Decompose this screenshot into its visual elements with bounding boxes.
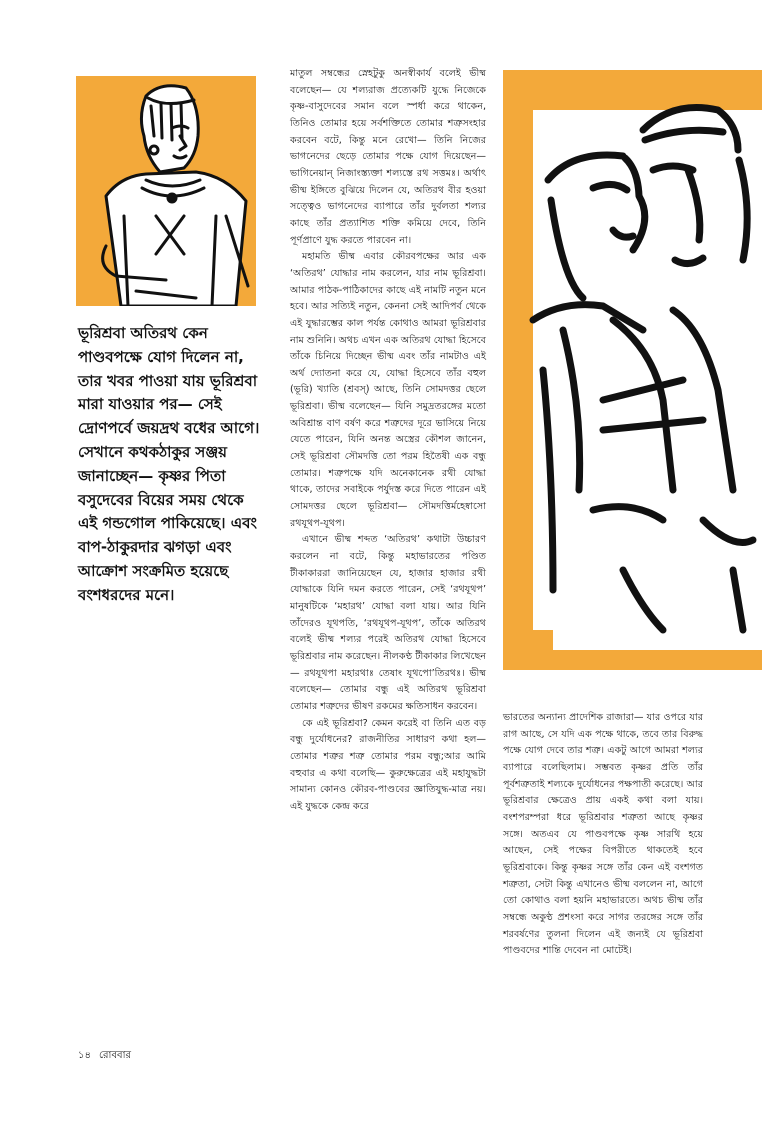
illustration-two-warriors — [503, 70, 762, 670]
warrior-drawing — [76, 76, 256, 306]
paragraph: মাতুল সম্বন্ধের স্নেহটুকু অনস্বীকার্য বলেই ভীষ্ম বলেছেন— যে শল্যরাজ প্রত্যেকটি যুদ্ধে নিজেকে কৃষ্ণ-বাসুদেবের সমান বলে স্পর্ধা করে থাকেন, তিনিও তোমার হয়ে সর্বশক্তিতে তোমার শত্রুসংহার করবেন বটে, কিন্তু মনে রেখো— তিনি নিজের ভাগনেদের ছেড়ে তোমার পক্ষে যোগ দিয়েছেন— ভাগিনেয়ান্ নিজাংস্ত্যক্তা শল্যস্তে রথ সত্তমঃ। অর্থাৎ ভীষ্ম ইঙ্গিতে বুঝিয়ে দিলেন যে, অতিরথ বীর হওয়া সত্ত্বেও ভাগনেদের ব্যাপারে তাঁর দুর্বলতা শল্যর কাছে তাঁর প্রত্যাশিত শক্তি কমিয়ে দেবে, তিনি পূর্ণপ্রাণে যুদ্ধ করতে পারবেন না। — [290, 68, 486, 246]
paragraph: কে এই ভূরিশ্রবা? কেমন করেই বা তিনি এত বড় বন্ধু দুর্যোধনের? রাজনীতির সাধারণ কথা হল— তোমার শত্রুর শত্রু তোমার পরম বন্ধু;আর আমি বহুবার এ কথা বলেছি— কুরুক্ষেত্রের এই মহাযুদ্ধটা সামান্য কোনও কৌরব-পাণ্ডবের জ্ঞাতিযুদ্ধ-মাত্র নয়। এই যুদ্ধকে কেন্দ্র করে — [290, 717, 486, 812]
article-column-right — [503, 710, 703, 960]
warriors-drawing — [503, 70, 762, 670]
pull-quote: ভূরিশ্রবা অতিরথ কেন পাণ্ডবপক্ষে যোগ দিলেন না, তার খবর পাওয়া যায় ভূরিশ্রবা মারা যাওয়ার পর— সেই দ্রোণপর্বে জয়দ্রথ বধের আগে। সেখানে কথকঠাকুর সঞ্জয় জানাচ্ছেন— কৃষ্ণর পিতা বসুদেবের বিয়ের সময় থেকে এই গন্ডগোল পাকিয়েছে। এবং বাপ-ঠাকুরদার ঝগড়া এবং আক্রোশ সংক্রমিত হয়েছে বংশধরদের মনে। — [78, 324, 260, 604]
article-column-middle — [290, 66, 486, 816]
paragraph: এখানে ভীষ্ম শব্দত ‘অতিরথ’ কথাটা উচ্চারণ করলেন না বটে, কিন্তু মহাভারতের পণ্ডিত টীকাকাররা জানিয়েছেন যে, হাজার হাজার রথী যোদ্ধাকে যিনি দমন করতে পারেন, সেই ‘রথযূথপ’ মানুষটিকে ‘মহারথ’ যোদ্ধা বলা যায়। আর যিনি তাঁদেরও যূথপতি, ‘রথযূথপ-যূথপ’, তাঁকে অতিরথ বলেই ভীষ্ম শল্যর পরেই অতিরথ যোদ্ধা হিসেবে ভূরিশ্রবার নাম করেছেন। নীলকণ্ঠ টীকাকার লিখেছেন— রথযূথপা মহারথাঃ তেষাং যূথপো’তিরথঃ। ভীষ্ম বলেছেন— তোমার বন্ধু এই অতিরথ ভূরিশ্রবা তোমার শত্রুদের ভীষণ রকমের ক্ষতিসাধন করবেন। — [290, 534, 486, 712]
page-number: ১৪ — [78, 1050, 91, 1061]
illustration-seated-warrior — [76, 76, 256, 306]
paragraph: মহামতি ভীষ্ম এবার কৌরবপক্ষের আর এক ‘অতিরথ’ যোদ্ধার নাম করলেন, যার নাম ভূরিশ্রবা। আমার পাঠক-পাঠিকাদের কাছে এই নামটি নতুন মনে হবে। আর সত্যিই নতুন, কেননা সেই আদিপর্ব থেকে এই যুদ্ধারম্ভের কাল পর্যন্ত কোথাও আমরা ভূরিশ্রবার নাম শুনিনি। অথচ এখন এক অতিরথ যোদ্ধা হিসেবে তাঁকে চিনিয়ে দিচ্ছেন ভীষ্ম এবং তাঁর নামটাও এই অর্থ দ্যোতনা করে যে, যোদ্ধা হিসেবে তাঁর বহুল (ভূরি) খ্যাতি (শ্রবস্) আছে, তিনি সোমদত্তর ছেলে ভূরিশ্রবা। ভীষ্ম বলেছেন— যিনি সমুদ্রতরঙ্গের মতো অবিশ্রান্ত বাণ বর্ষণ করে শত্রুদের দূরে ভাসিয়ে নিয়ে যেতে পারেন, যিনি অনন্ত অস্ত্রের কৌশল জানেন, সেই ভূরিশ্রবা সৌমদত্তি তো পরম হিতৈষী এক বন্ধু তোমার। শত্রুপক্ষে যদি অনেকানেক রথী যোদ্ধা থাকে, তাদের সবাইকে পর্যুদস্ত করে দিতে পারেন এই সোমদত্তর ছেলে ভূরিশ্রবা— সৌমদত্তির্মহেষ্বাসো রথযূথপ-যূথপ। — [290, 251, 486, 529]
magazine-name: রোববার — [98, 1050, 131, 1061]
paragraph: ভারতের অন্যান্য প্রাদেশিক রাজারা— যার ওপরে যার রাগ আছে, সে যদি এক পক্ষে থাকে, তবে তার বিরুদ্ধ পক্ষে যোগ দেবে তার শত্রু। একটু আগে আমরা শল্যর ব্যাপারে বলেছিলাম। সম্ভবত কৃষ্ণর প্রতি তাঁর পূর্বশত্রুতাই শল্যকে দুর্যোধনের পক্ষপাতী করেছে। আর ভূরিশ্রবার ক্ষেত্রেও প্রায় একই কথা বলা যায়। বংশপরম্পরা ধরে ভূরিশ্রবার শত্রুতা আছে কৃষ্ণর সঙ্গে। অতএব যে পাণ্ডবপক্ষে কৃষ্ণ সারথি হয়ে আছেন, সেই পক্ষের বিপরীতে থাকতেই হবে ভূরিশ্রবাকে। কিন্তু কৃষ্ণর সঙ্গে তাঁর কেন এই বংশগত শত্রুতা, সেটা কিন্তু এখানেও ভীষ্ম বললেন না, আগে তো কোথাও বলা হয়নি মহাভারতে। অথচ ভীষ্ম তাঁর সম্বন্ধে অকুণ্ঠ প্রশংসা করে সাগর তরঙ্গের সঙ্গে তাঁর শরবর্ষণের তুলনা দিলেন এই জন্যই যে ভূরিশ্রবা পাণ্ডবদের শান্তি দেবেন না মোটেই। — [503, 712, 703, 957]
page-footer — [78, 1048, 139, 1065]
